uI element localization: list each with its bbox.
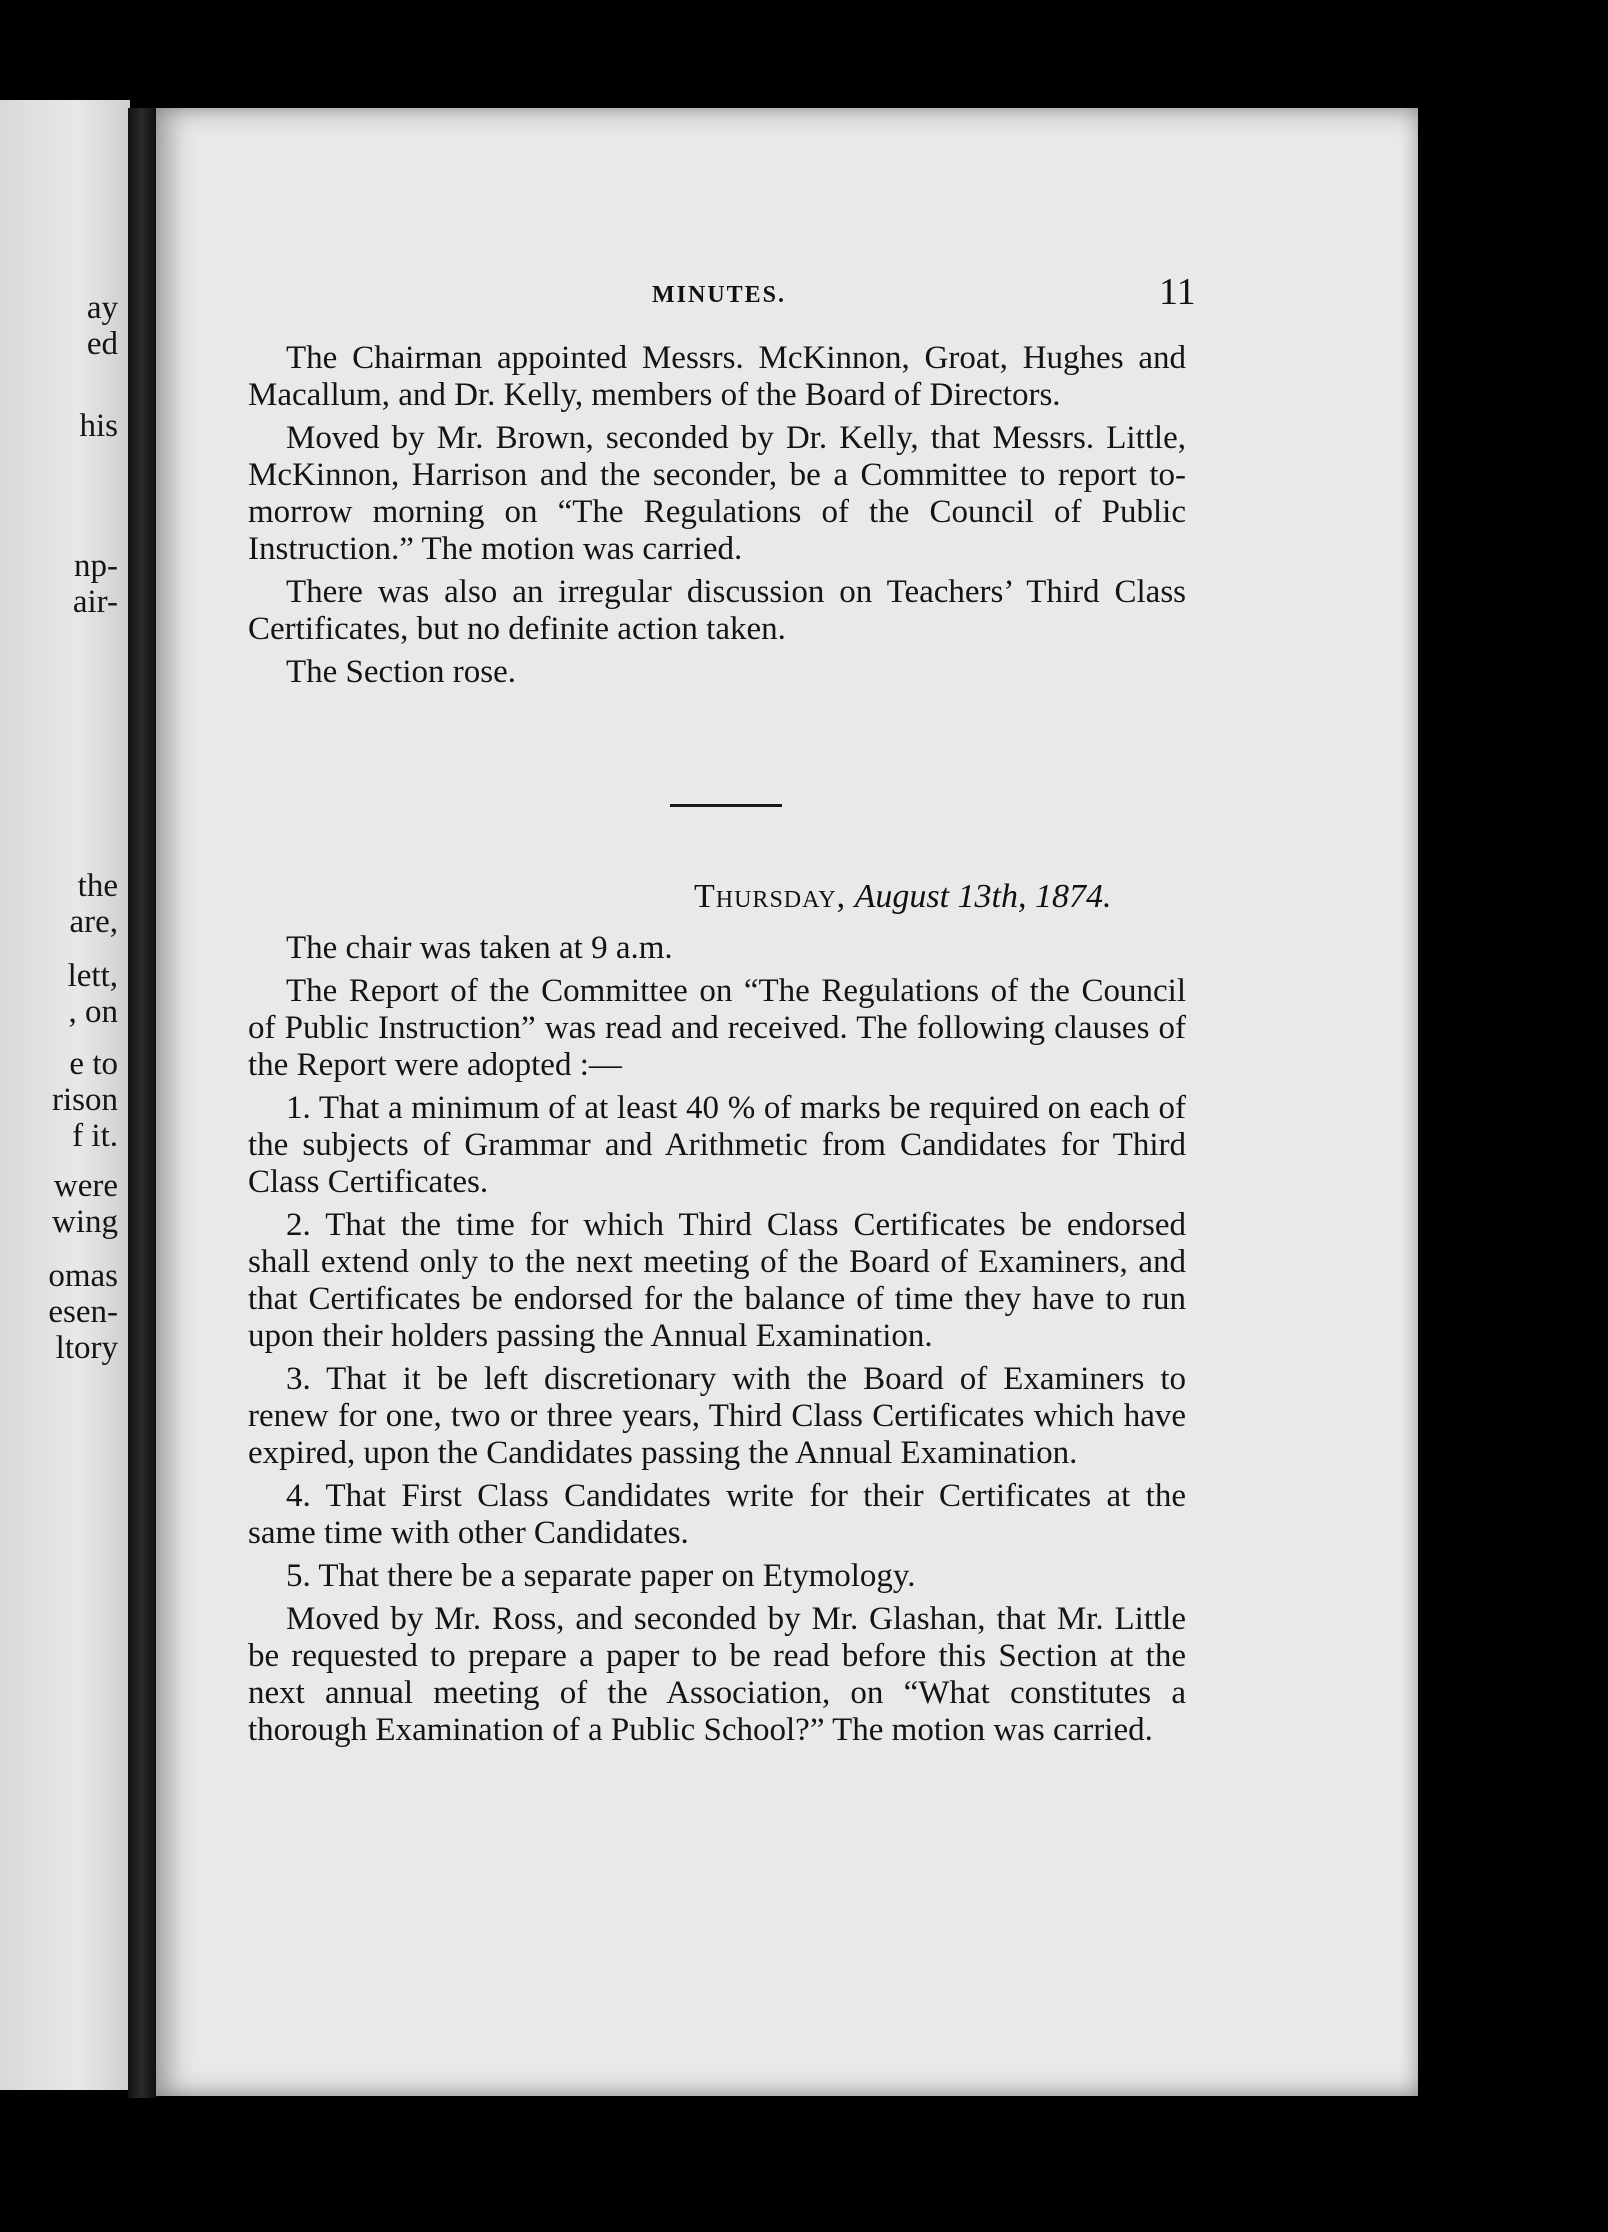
previous-page-fragment: lett, bbox=[67, 958, 118, 994]
previous-page-fragment: ltory bbox=[55, 1330, 118, 1366]
date-day: Thursday, bbox=[694, 878, 847, 915]
paragraph-irregular-discussion: There was also an irregular discussion on Teachers’ Third Class Certificates, but no definite action taken. bbox=[248, 574, 1186, 647]
book-gutter bbox=[128, 108, 158, 2098]
clause-1: 1. That a minimum of at least 40 % of marks be required on each of the subjects of Grammar and Arithmetic from Candidates for Third Class Certificates. bbox=[248, 1090, 1186, 1200]
minutes-section-2 bbox=[248, 930, 1186, 1755]
paragraph-motion-committee: Moved by Mr. Brown, seconded by Dr. Kelly, that Messrs. Little, McKinnon, Harrison and the seconder, be a Committee to report to-morrow morning on “The Regulations of the Council of Public Instruction.” The motion was carried. bbox=[248, 420, 1186, 567]
paragraph-section-rose: The Section rose. bbox=[286, 654, 517, 690]
previous-page-fragment: esen- bbox=[48, 1294, 118, 1330]
date-heading bbox=[694, 878, 1112, 916]
previous-page-fragment: rison bbox=[52, 1082, 118, 1118]
clause-4: 4. That First Class Candidates write for their Certificates at the same time with other Candidates. bbox=[248, 1478, 1186, 1551]
previous-page-fragment: omas bbox=[48, 1258, 118, 1294]
previous-page-fragment: wing bbox=[52, 1204, 118, 1240]
clause-2: 2. That the time for which Third Class Certificates be endorsed shall extend only to the next meeting of the Board of Examiners, and that Certificates be endorsed for the balance of time they have to run upon their holders passing the Annual Examination. bbox=[248, 1207, 1186, 1354]
previous-page-fragment: air- bbox=[72, 584, 118, 620]
previous-page-fragment: ay bbox=[86, 290, 118, 326]
previous-page-fragment: f it. bbox=[72, 1118, 118, 1154]
previous-page-fragment: were bbox=[53, 1168, 118, 1204]
paragraph-motion-paper: Moved by Mr. Ross, and seconded by Mr. Glashan, that Mr. Little be requested to prepare a paper to be read before this Section at the next annual meeting of the Association, on “What constitutes a thorough Examination of a Public School?” The motion was carried. bbox=[248, 1601, 1186, 1748]
section-divider bbox=[670, 804, 782, 807]
date-text: August 13th, 1874. bbox=[854, 878, 1112, 915]
paragraph-chair-taken: The chair was taken at 9 a.m. bbox=[286, 930, 673, 966]
previous-page-fragment: his bbox=[79, 408, 118, 444]
minutes-section-1 bbox=[248, 340, 1186, 697]
previous-page-edge bbox=[0, 100, 130, 2090]
previous-page-fragment: np- bbox=[74, 548, 118, 584]
previous-page-fragment: ed bbox=[86, 326, 118, 362]
running-header: MINUTES. bbox=[652, 282, 787, 308]
previous-page-fragment: , on bbox=[68, 994, 118, 1030]
previous-page-fragment: are, bbox=[69, 904, 118, 940]
book-page bbox=[156, 108, 1418, 2096]
page-number: 11 bbox=[1159, 271, 1196, 313]
clause-3: 3. That it be left discretionary with the Board of Examiners to renew for one, two or three years, Third Class Certificates which have expired, upon the Candidates passing the Annual Examination. bbox=[248, 1361, 1186, 1471]
previous-page-fragment: e to bbox=[69, 1046, 118, 1082]
page-header bbox=[156, 271, 1418, 318]
paragraph-chairman-appointment: The Chairman appointed Messrs. McKinnon, Groat, Hughes and Macallum, and Dr. Kelly, members of the Board of Directors. bbox=[248, 340, 1186, 413]
clause-5: 5. That there be a separate paper on Etymology. bbox=[286, 1558, 916, 1594]
paragraph-report-received: The Report of the Committee on “The Regulations of the Council of Public Instruction” was read and received. The following clauses of the Report were adopted :— bbox=[248, 973, 1186, 1083]
previous-page-fragment: the bbox=[77, 868, 118, 904]
